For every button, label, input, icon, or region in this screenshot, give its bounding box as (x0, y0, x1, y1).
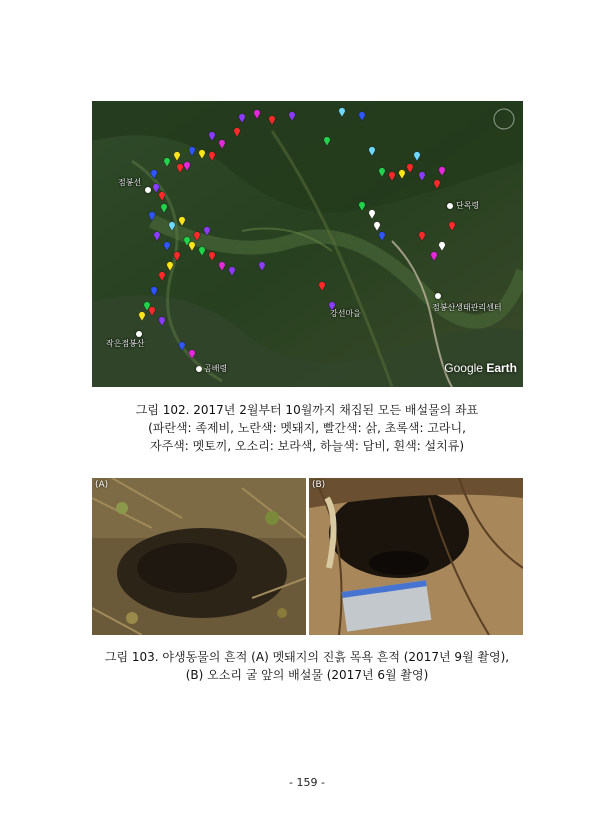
label-jeombongseon: 점봉선 (118, 178, 142, 187)
photo-badger-den-feces (309, 478, 523, 635)
photo-a-tag: (A) (95, 480, 109, 490)
photo-b-tag: (B) (312, 480, 326, 490)
map-figure (92, 101, 523, 387)
location-dot-jageun-jeombongsan (136, 331, 142, 337)
figure-103-caption (0, 648, 614, 684)
label-jageun-jeombongsan: 작은점봉산 (106, 339, 145, 348)
location-dot-danmokryeong (447, 203, 453, 209)
caption-102-line-2: (파란색: 족제비, 노란색: 멧돼지, 빨간색: 삵, 초록색: 고라니, (148, 421, 466, 435)
google-earth-logo: Google Earth (444, 361, 517, 375)
photo-a-image (92, 478, 306, 635)
label-gangseon-maeul: 강선마을 (330, 309, 361, 318)
caption-103-line-2: (B) 오소리 굴 앞의 배설물 (2017년 6월 촬영) (185, 668, 429, 682)
label-danmokryeong: 단목령 (456, 201, 480, 210)
photo-b-image (309, 478, 523, 635)
page-number: - 159 - (289, 776, 325, 789)
location-dot-gombaeryeong (196, 366, 202, 372)
location-dot-center (435, 293, 441, 299)
location-dot-jeombongseon (145, 187, 151, 193)
caption-102-line-1: 그림 102. 2017년 2월부터 10월까지 채집된 모든 배설물의 좌표 (135, 403, 479, 417)
caption-103-line-1: 그림 103. 야생동물의 흔적 (A) 멧돼지의 진흙 목욕 흔적 (2017년 9월 촬영), (104, 650, 510, 664)
photo-wild-boar-mud-bath (92, 478, 306, 635)
figure-102-caption (0, 401, 614, 455)
label-gombaeryeong: 곰배령 (204, 364, 228, 373)
caption-102-line-3: 자주색: 멧토끼, 오소리: 보라색, 하늘색: 담비, 흰색: 설치류) (149, 439, 465, 453)
label-center: 점봉산생태관리센터 (432, 303, 502, 312)
satellite-map (92, 101, 523, 387)
